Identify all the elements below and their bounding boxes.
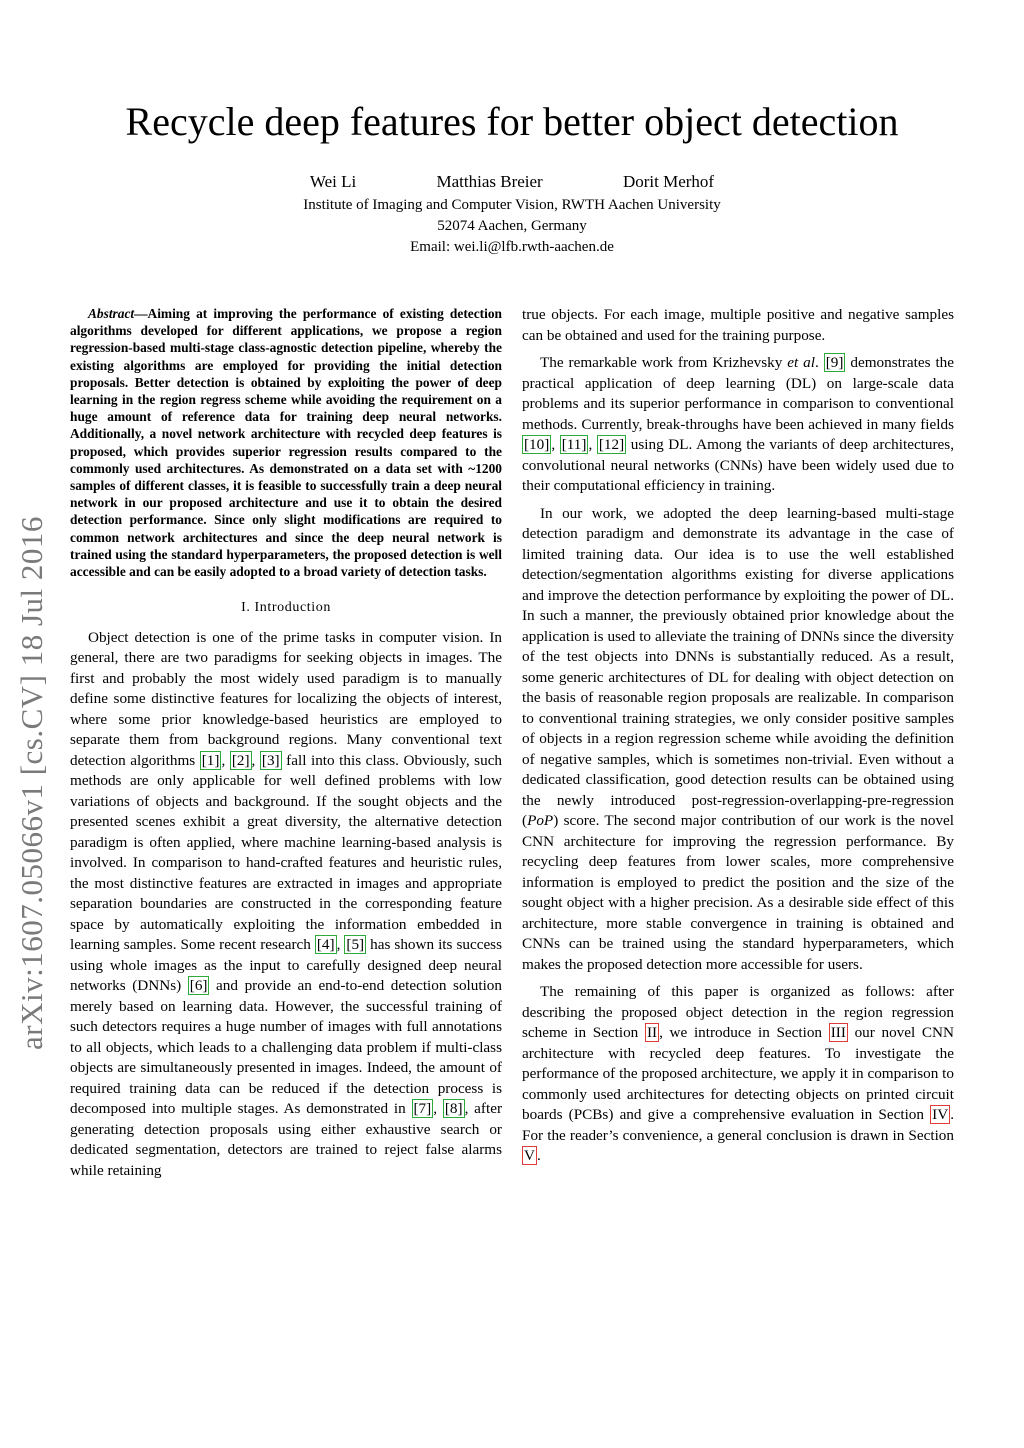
left-column [70, 305, 502, 1181]
affiliation: Institute of Imaging and Computer Vision, RWTH Aachen University [303, 197, 721, 213]
citation-link[interactable]: [5] [346, 936, 365, 954]
section-link[interactable]: V [524, 1147, 535, 1164]
abstract [70, 305, 502, 580]
citation-link[interactable]: [4] [316, 936, 335, 954]
body-paragraph: The remarkable work from Krizhevsky et al. [9] demonstrates the practical application of deep learning (DL) on large-scale data problems and its superior performance in comparison to conventional methods. Currently, break-throughs have been achieved in many fields [10] , [11] , [12] using DL. Among the variants of deep architectures, convolutional neural networks (CNNs) have been widely used due to their computational efficiency in training. [522, 354, 955, 494]
author-name: Matthias Breier [436, 172, 543, 191]
abstract-label: Abstract [88, 306, 135, 321]
citation-link[interactable]: [2] [231, 751, 250, 769]
section-link[interactable]: II [646, 1024, 658, 1041]
arxiv-identifier: arXiv:1607.05066v1 [cs.CV] 18 Jul 2016 [14, 516, 49, 1050]
citation-link[interactable]: [3] [261, 751, 280, 769]
section-link[interactable]: IV [932, 1106, 949, 1123]
right-column [522, 305, 954, 1167]
body-paragraph: The remaining of this paper is organized as follows: after describing the proposed object detection in the region regression scheme in Section II , we introduce in Section III our novel CNN architecture with recycled deep features. To investigate the performance of the proposed architecture, we apply it in comparison to commonly used architectures for detecting objects on printed circuit boards (PCBs) and give a comprehensive evaluation in Section IV . For the reader’s convenience, a general conclusion is drawn in Section V . [522, 983, 954, 1164]
abstract-text: —Aiming at improving the performance of existing detection algorithms developed for different applications, we propose a region regression-based multi-stage class-agnostic detection pipeline, whereby the existing algorithms are employed for providing the initial detection proposals. Better detection is obtained by exploiting the power of deep learning in the region regress scheme while avoiding the requirement on a huge amount of reference data for training deep neural networks. Additionally, a novel network architecture with recycled deep features is proposed, which provides superior regression results compared to the commonly used architectures. As demonstrated on a data set with ~1200 samples of different classes, it is feasible to successfully train a deep neural network in our proposed architecture and use it to obtain the desired detection performance. Since only slight modifications are required to common network architectures and since the deep neural network is trained using the standard hyperparameters, the proposed detection is well accessible and can be easily adopted to a broad variety of detection tasks. [70, 306, 502, 580]
citation-link[interactable]: [11] [561, 436, 587, 453]
body-paragraph: In our work, we adopted the deep learning-based multi-stage detection paradigm and demonstrate its advantage in the case of limited training data. Our idea is to use the well established detection/segmentation algorithms existing for diverse applications and improve the detection performance by exploiting the power of DL. In such a manner, the previously obtained prior knowledge about the application is used to alleviate the training of DNNs since the diversity of the test objects into DNNs is substantially reduced. As a result, some generic architectures of DL for dealing with object detection on the basis of reasonable region proposals are realizable. In comparison to conventional training strategies, we only consider positive samples of objects in a region regression scheme while avoiding the definition of negative samples, which is sometimes non-trivial. Even without a dedicated classification, good detection results can be obtained using the newly introduced post-regression-overlapping-pre-regression (PoP) score. The second major contribution of our work is the novel CNN architecture for improving the regression performance. By recycling deep features from lower scales, more comprehensive information is employed to predict the position and the size of the sought object with a higher precision. As a desirable side effect of this architecture, more stable convergence in training is obtained and CNNs can be trained using the standard hyperparameters, which makes the proposed detection more accessible for users. [522, 504, 954, 973]
citation-link[interactable]: [7] [413, 1100, 432, 1118]
citation-link[interactable]: [12] [598, 436, 625, 453]
paragraph-continuation: true objects. For each image, multiple positive and negative samples can be obtained and used for the training purpose. [522, 306, 954, 344]
citation-link[interactable]: [1] [201, 751, 220, 769]
citation-link[interactable]: [10] [524, 436, 550, 453]
email: Email: wei.li@lfb.rwth-aachen.de [410, 239, 614, 255]
paper-title: Recycle deep features for better object detection [125, 99, 899, 144]
section-heading: I. Introduction [241, 600, 331, 616]
section-link[interactable]: III [830, 1024, 846, 1041]
citation-link[interactable]: [8] [444, 1100, 463, 1118]
author-name: Wei Li [309, 172, 357, 191]
pop-symbol: PoP [527, 812, 554, 829]
citation-link[interactable]: [6] [189, 977, 208, 995]
address: 52074 Aachen, Germany [437, 218, 587, 234]
citation-link[interactable]: [9] [825, 354, 844, 371]
author-name: Dorit Merhof [622, 172, 715, 191]
intro-paragraph: Object detection is one of the prime tasks in computer vision. In general, there are two paradigms for seeking objects in images. The first and probably the most widely used paradigm is to manually define some distinctive features for localizing the objects of interest, where some prior knowledge-based heuristics are employed to separate them from background regions. Many conventional text detection algorithms [1] , [2] , [3] fall into this class. Obviously, such methods are only applicable for well defined problems with low variations of objects and background. If the sought objects and the presented scenes exhibit a great diversity, the alternative detection paradigm is often applied, where machine learning-based analysis is involved. In comparison to hand-crafted features and heuristic rules, the most distinctive features are extracted in images and appropriate separation boundaries are constructed in the corresponding feature space by automatically exploiting the information embedded in learning samples. Some recent research [4] , [5] has shown its success using whole images as the input to carefully designed deep neural networks (DNNs) [6] and provide an end-to-end detection solution merely based on learning data. However, the successful training of such detectors requires a huge number of images with full annotations to all objects, which leads to a challenging data problem if multi-class objects are simultaneously presented in images. Indeed, the amount of required training data can be reduced if the detection process is decomposed into multiple stages. As demonstrated in [7] , [8] , after generating detection proposals using either exhaustive search or dedicated segmentation, detectors are trained to reject false alarms while retaining [70, 628, 503, 1179]
author-list [0, 172, 1024, 192]
